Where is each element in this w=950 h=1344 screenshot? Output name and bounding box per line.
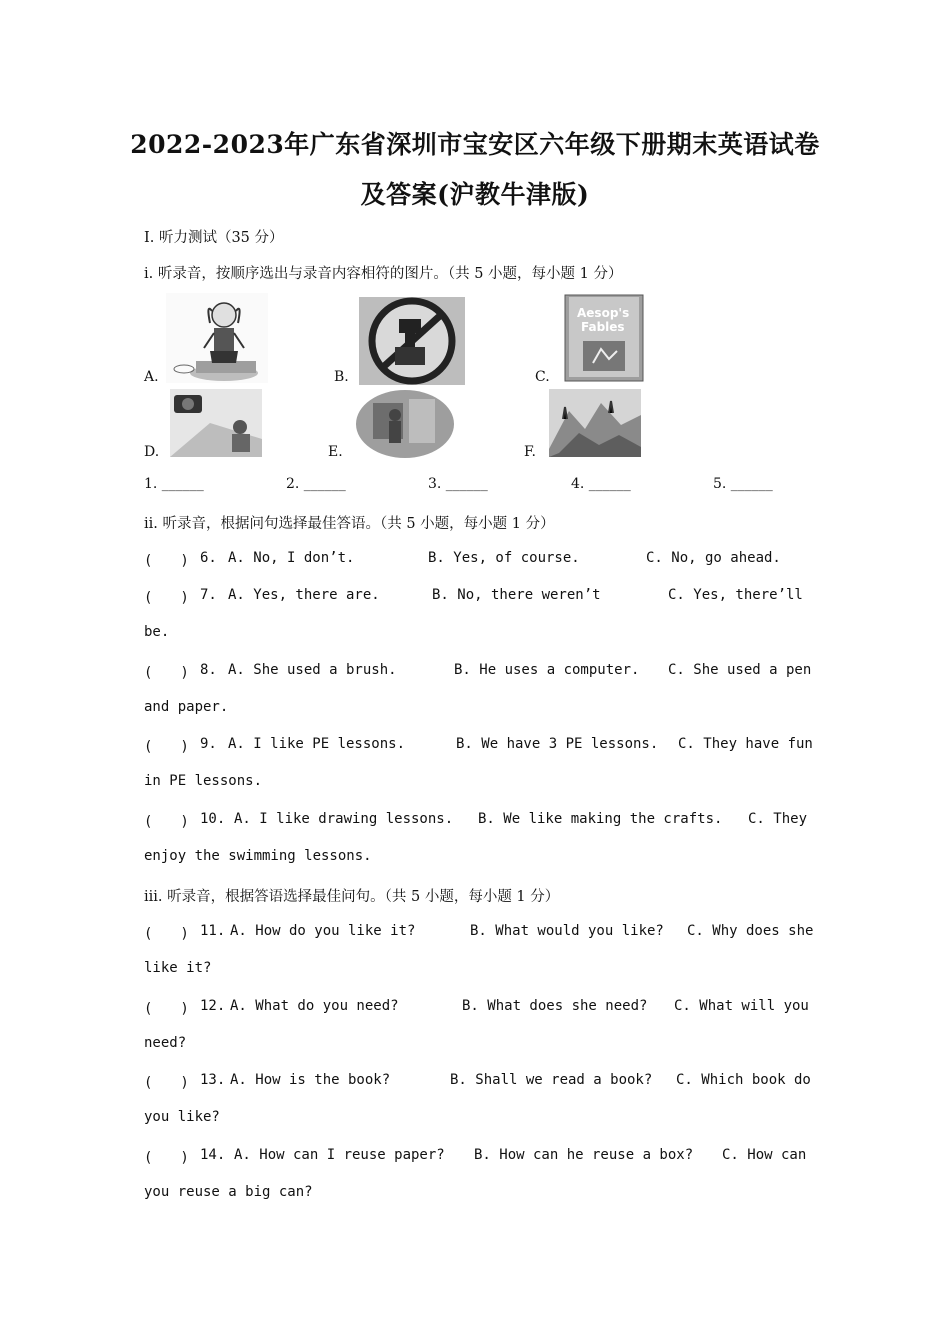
section-heading: Ⅰ. 听力测试（35 分） xyxy=(144,230,284,246)
option-c: C. What will you xyxy=(674,998,809,1014)
option-a: A. How is the book? xyxy=(230,1072,391,1088)
question-8-continued: and paper. xyxy=(144,699,229,715)
option-c: C. They xyxy=(748,811,808,827)
answer-blank-5[interactable]: 5. ______ xyxy=(713,476,773,492)
hand-symbol-picture xyxy=(359,297,465,385)
option-a: A. I like PE lessons. xyxy=(228,736,406,752)
question-14-continued: you reuse a big can? xyxy=(144,1184,313,1200)
option-a: A. How do you like it? xyxy=(230,923,416,939)
answer-blank-4[interactable]: 4. ______ xyxy=(571,476,631,492)
option-b: B. How can he reuse a box? xyxy=(474,1147,694,1163)
option-b: B. He uses a computer. xyxy=(454,662,640,678)
part-iii-heading: iii. 听录音，根据答语选择最佳问句。（共 5 小题，每小题 1 分） xyxy=(144,889,560,905)
answer-paren[interactable]: ( ) xyxy=(144,739,189,755)
picture-label-f: F. xyxy=(524,444,536,460)
option-a: A. Yes, there are. xyxy=(228,587,380,603)
book-picture xyxy=(561,293,647,383)
question-number: 13. xyxy=(200,1072,226,1088)
option-c: C. Yes, there’ll xyxy=(668,587,803,603)
option-a: A. How can I reuse paper? xyxy=(234,1147,445,1163)
picture-label-b: B. xyxy=(334,369,349,385)
question-number: 8. xyxy=(200,662,217,678)
exam-title-line1: 2022-2023年广东省深圳市宝安区六年级下册期末英语试卷 xyxy=(130,130,820,159)
option-b: B. Shall we read a book? xyxy=(450,1072,653,1088)
option-a: A. No, I don’t. xyxy=(228,550,355,566)
answer-blank-3[interactable]: 3. ______ xyxy=(428,476,488,492)
question-number: 11. xyxy=(200,923,226,939)
question-13-continued: you like? xyxy=(144,1109,220,1125)
option-c: C. Why does she xyxy=(687,923,814,939)
option-c: C. They have fun xyxy=(678,736,813,752)
question-number: 14. xyxy=(200,1147,226,1163)
question-number: 7. xyxy=(200,587,217,603)
question-9-continued: in PE lessons. xyxy=(144,773,263,789)
answer-paren[interactable]: ( ) xyxy=(144,926,189,942)
answer-paren[interactable]: ( ) xyxy=(144,814,189,830)
part-ii-heading: ii. 听录音，根据问句选择最佳答语。（共 5 小题，每小题 1 分） xyxy=(144,516,555,532)
exam-title-line2: 及答案(沪教牛津版) xyxy=(360,180,590,209)
option-c: C. She used a pen xyxy=(668,662,812,678)
question-number: 10. xyxy=(200,811,226,827)
answer-blank-2[interactable]: 2. ______ xyxy=(286,476,346,492)
option-b: B. We like making the crafts. xyxy=(478,811,723,827)
option-b: B. What would you like? xyxy=(470,923,664,939)
camera-hiker-picture xyxy=(170,389,262,457)
option-a: A. What do you need? xyxy=(230,998,399,1014)
option-b: B. We have 3 PE lessons. xyxy=(456,736,659,752)
svg-text:Fables: Fables xyxy=(581,320,625,334)
option-c: C. No, go ahead. xyxy=(646,550,781,566)
option-b: B. What does she need? xyxy=(462,998,648,1014)
option-a: A. She used a brush. xyxy=(228,662,397,678)
answer-paren[interactable]: ( ) xyxy=(144,590,189,606)
part-i-heading: i. 听录音，按顺序选出与录音内容相符的图片。（共 5 小题，每小题 1 分） xyxy=(144,266,623,282)
answer-blank-1[interactable]: 1. ______ xyxy=(144,476,204,492)
question-number: 12. xyxy=(200,998,226,1014)
question-7-continued: be. xyxy=(144,624,170,640)
picture-label-e: E. xyxy=(328,444,343,460)
answer-paren[interactable]: ( ) xyxy=(144,1001,189,1017)
answer-paren[interactable]: ( ) xyxy=(144,1075,189,1091)
book-cover-text: Aesop's xyxy=(577,306,630,320)
girl-standing-picture xyxy=(166,293,268,383)
mountain-landscape-picture xyxy=(549,389,641,457)
option-c: C. Which book do xyxy=(676,1072,811,1088)
picture-label-a: A. xyxy=(144,369,159,385)
picture-label-c: C. xyxy=(535,369,550,385)
answer-paren[interactable]: ( ) xyxy=(144,665,189,681)
option-a: A. I like drawing lessons. xyxy=(234,811,454,827)
answer-paren[interactable]: ( ) xyxy=(144,1150,189,1166)
option-c: C. How can xyxy=(722,1147,807,1163)
question-12-continued: need? xyxy=(144,1035,187,1051)
question-11-continued: like it? xyxy=(144,960,212,976)
option-b: B. No, there weren’t xyxy=(432,587,601,603)
picture-label-d: D. xyxy=(144,444,160,460)
question-number: 6. xyxy=(200,550,217,566)
question-number: 9. xyxy=(200,736,217,752)
room-scene-picture xyxy=(355,389,455,459)
answer-paren[interactable]: ( ) xyxy=(144,553,189,569)
question-10-continued: enjoy the swimming lessons. xyxy=(144,848,372,864)
option-b: B. Yes, of course. xyxy=(428,550,580,566)
